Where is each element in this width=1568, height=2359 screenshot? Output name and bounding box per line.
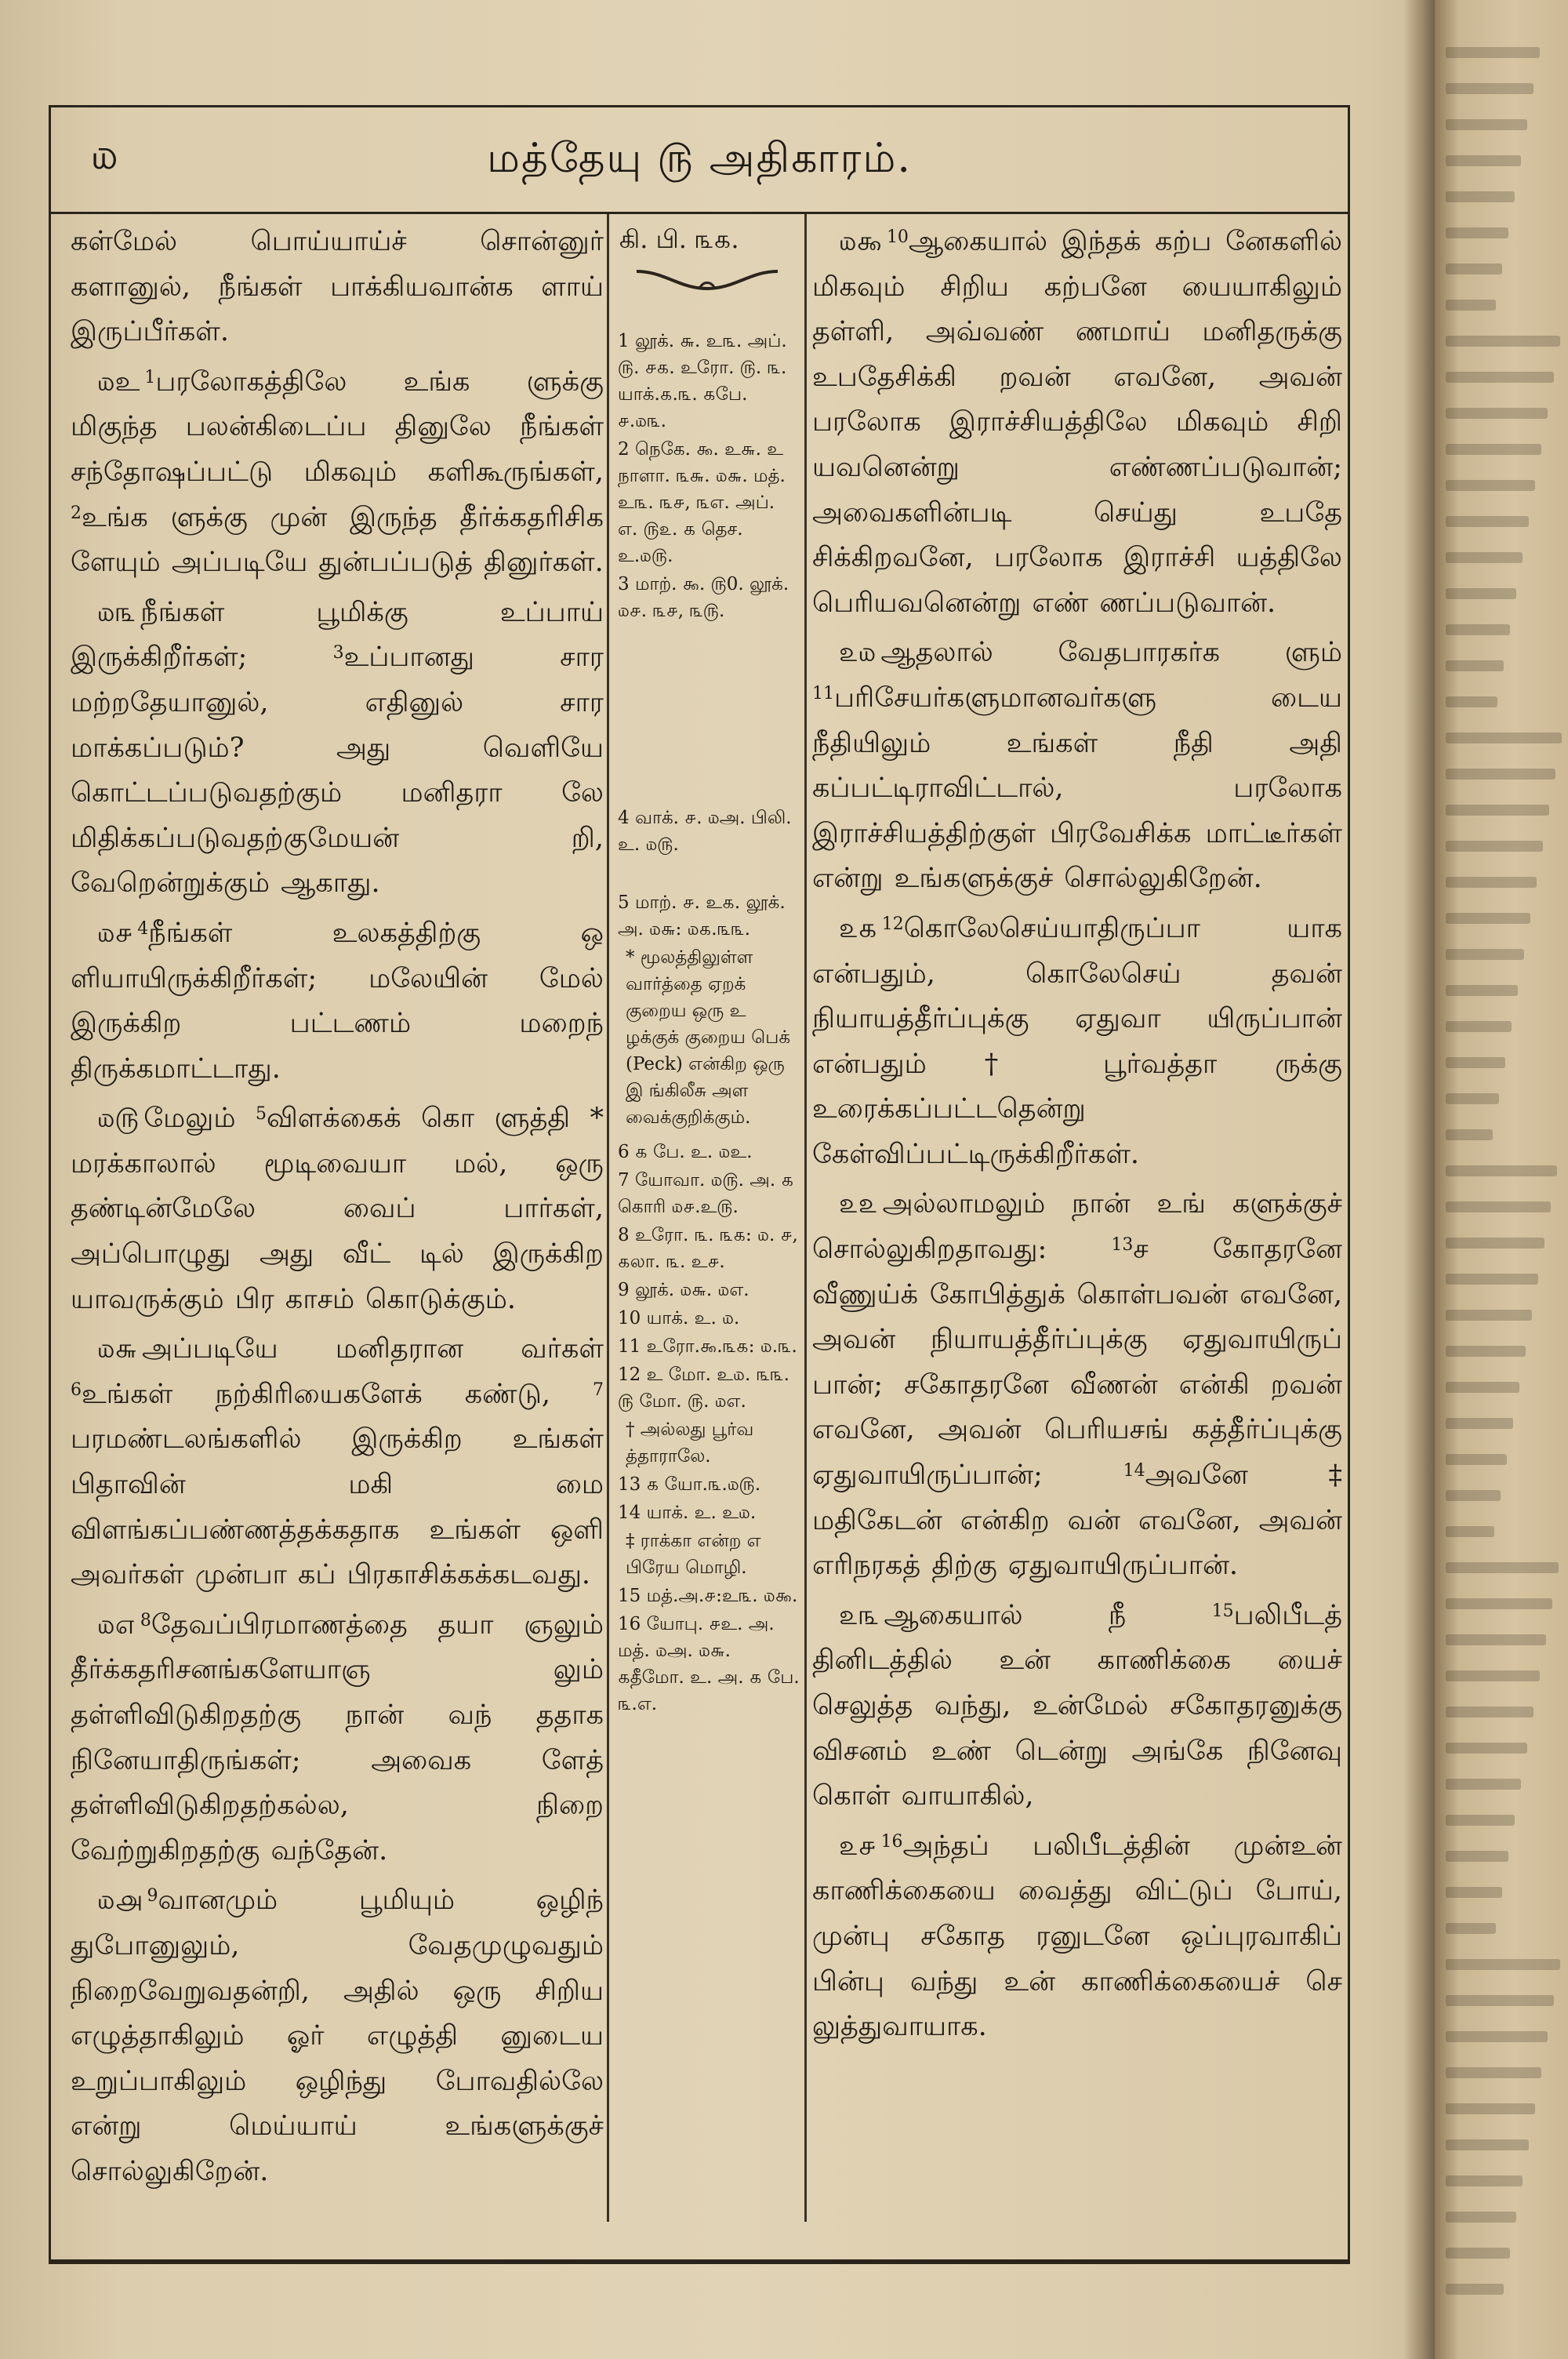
verse-number: ௰௮ — [97, 1885, 143, 1917]
adjacent-page-text-line — [1446, 2212, 1516, 2223]
adjacent-page-text-line — [1446, 1021, 1512, 1032]
verse-text: ஆதலால் வேதபாரகர்க ளும் $^{11}$பரிசேயர்களுமானவர்களு டைய நீதியிலும் உங்கள் நீதி அதி கப்பட்டிராவிட்டால், பரலோக இராச்சியத்திற்குள் பிரவேசிக்க மாட்டீர்கள் என்று உங்களுக்குச் சொல்லுகிறேன். — [812, 637, 1342, 895]
verse-number: ௰௬ — [97, 1333, 137, 1365]
reference-list — [615, 328, 800, 1717]
cross-reference: 6 ௧ பே. உ. ௰உ. — [618, 1142, 753, 1162]
chapter-title: மத்தேயு ௫ அதிகாரம். — [487, 135, 912, 182]
footnote: † அல்லது பூர்வ த்தாராலே. — [626, 1419, 754, 1467]
footnote: ‡ ராக்கா என்ற எ பிரேய மொழி. — [626, 1531, 761, 1578]
adjacent-page-text-line — [1446, 696, 1497, 707]
adjacent-page-text-line — [1446, 372, 1554, 383]
adjacent-page-text-line — [1446, 336, 1560, 347]
adjacent-page-text-line — [1446, 660, 1504, 671]
adjacent-page-text-line — [1446, 1274, 1538, 1285]
adjacent-page-text-line — [1446, 444, 1541, 455]
verse-paragraph — [812, 1182, 1342, 1588]
adjacent-page-text-line — [1446, 985, 1518, 996]
adjacent-page-text-line — [1446, 2248, 1510, 2259]
verse-text: $^{16}$அந்தப் பலிபீடத்தின் முன்உன் காணிக்கையை வைத்து விட்டுப் போய், முன்பு சகோத ரனுடனே ஒப்புரவாகிப் பின்பு வந்து உன் காணிக்கையைச் செ லுத்துவாயாக. — [812, 1830, 1342, 2043]
verse-text: அப்படியே மனிதரான வர்கள் $^6$உங்கள் நற்கிரியைகளேக் கண்டு, $^7$ பரமண்டலங்களில் இருக்கிற உங்கள் பிதாவின் மகி மை விளங்கப்பண்ணத்தக்கதாக உங்கள் ஒளி அவர்கள் முன்பா கப் பிரகாசிக்கக்கடவது. — [71, 1333, 604, 1591]
cross-reference: 11 உரோ.௯.௩௧: ௰.௩. — [618, 1336, 797, 1357]
cross-reference: 15 மத்.அ.௪:உ௩. ௰௯. — [618, 1586, 798, 1606]
adjacent-page-text-line — [1446, 2139, 1529, 2150]
verse-number: ௰௫ — [97, 1103, 140, 1135]
adjacent-page-text-line — [1446, 913, 1530, 924]
verse-number: ௰௩ — [97, 596, 136, 628]
verse-paragraph — [71, 220, 604, 355]
verse-text: $^8$தேவப்பிரமாணத்தை தயா ஞலும் தீர்க்கதரிசனங்களேயாஞ லும் தள்ளிவிடுகிறதற்கு நான் வந் ததாக நினேயாதிருங்கள்; அவைக ளேத் தள்ளிவிடுகிறதற்கல்ல, நிறை வேற்றுகிறதற்கு வந்தேன். — [71, 1608, 604, 1866]
verse-number: ௰உ — [97, 365, 140, 398]
ornament-icon — [633, 265, 782, 296]
year-heading: கி. பி. ௩௧. — [619, 224, 739, 254]
adjacent-page-text-line — [1446, 1670, 1540, 1681]
adjacent-page-text-line — [1446, 1634, 1546, 1645]
verse-paragraph — [71, 1878, 604, 2194]
column-divider-right — [804, 214, 807, 2222]
verse-paragraph — [812, 1594, 1342, 1819]
verse-number: ௰௭ — [97, 1608, 136, 1641]
adjacent-page-text-line — [1446, 805, 1549, 816]
adjacent-page-text-line — [1446, 769, 1555, 780]
verse-number: ௨௪ — [839, 1830, 877, 1862]
cross-reference: 9 லூக். ௰௬. ௰எ. — [618, 1280, 750, 1300]
cross-reference-column — [615, 220, 800, 1719]
verse-paragraph — [812, 907, 1342, 1178]
cross-reference: 5 மாற். ௪. உ௧. லூக். அ. ௰௬: ௰௧.௩௩. — [618, 892, 786, 940]
page-header — [49, 118, 1350, 204]
verse-number: ௰௪ — [97, 917, 133, 949]
adjacent-page-text-line — [1446, 1851, 1508, 1862]
cross-reference: 1 லூக். ௬. உ௩. அப். ௫. ௪௧. உரோ. ௫. ௩. யாக்.௧.௩. ௧பே. ௪.௰௩. — [618, 331, 787, 431]
footnote: * மூலத்திலுள்ள வார்த்தை ஏறக் குறைய ஒரு உ ழக்குக் குறைய பெக் (Peck) என்கிற ஒரு இ ங்கிலீசு அள வைக்குறிக்கும். — [626, 947, 791, 1128]
adjacent-page-text-line — [1446, 480, 1535, 491]
cross-reference: 2 நெகே. ௯. உ௬. உ நாளா. ௩௬. ௰௬. மத். உ௩. ௩௪, ௩எ. அப். எ. ௫௨. ௧ தெச. உ.௰௫. — [618, 439, 786, 566]
adjacent-page-text-line — [1446, 47, 1540, 58]
adjacent-page-text-line — [1446, 1057, 1505, 1068]
cross-reference: 8 உரோ. ௩. ௩௧: ௰. ௪, ௧லா. ௩. உ௪. — [618, 1225, 798, 1272]
adjacent-page-text-line — [1446, 2067, 1541, 2078]
adjacent-page-text-line — [1446, 516, 1529, 527]
adjacent-page-text-line — [1446, 2103, 1535, 2114]
adjacent-page-text-line — [1446, 2284, 1504, 2295]
cross-reference: 7 யோவா. ௰௫. அ. ௧ கொரி ௰௪.உ௫. — [618, 1170, 794, 1217]
adjacent-page-text-line — [1446, 1598, 1552, 1609]
adjacent-page-text-line — [1446, 191, 1515, 202]
cross-reference: 3 மாற். ௯. ௫0. லூக். ௰௪. ௩௪, ௩௫. — [618, 574, 789, 621]
cross-reference: 16 யோபு. ௪உ. அ. மத். ௰அ. ௰௬. ௧தீமோ. உ. அ. ௧ பே. ௩.எ. — [618, 1614, 800, 1714]
adjacent-page-text-line — [1446, 1454, 1507, 1465]
adjacent-page-text-line — [1446, 1346, 1526, 1357]
verse-paragraph — [71, 1327, 604, 1598]
verse-number: ௨௧ — [839, 912, 877, 944]
adjacent-page-text-line — [1446, 1129, 1493, 1140]
adjacent-page-text-line — [1446, 552, 1523, 563]
page-gutter-shadow — [1403, 0, 1435, 2359]
cross-reference: 10 யாக். உ. ௰. — [618, 1308, 740, 1329]
cross-reference: 4 வாக். ௪. ௰அ. பிலி. உ. ௰௫. — [618, 808, 792, 855]
adjacent-page-text-line — [1446, 1526, 1494, 1537]
adjacent-page-text-line — [1446, 300, 1496, 311]
adjacent-page-text-line — [1446, 408, 1548, 419]
verse-paragraph — [812, 1824, 1342, 2050]
verse-text: நீங்கள் பூமிக்கு உப்பாய் இருக்கிறீர்கள்; $^3$உப்பானது சார மற்றதேயானுல், எதினுல் சார மாக்கப்படும்? அது வெளியே கொட்டப்படுவதற்கும் மனிதரா லே மிதிக்கப்படுவதற்குமேயன் றி, வேறென்றுக்கும் ஆகாது. — [71, 596, 604, 900]
adjacent-page-text-line — [1446, 877, 1537, 888]
verse-paragraph — [71, 1603, 604, 1874]
adjacent-page-text-line — [1446, 1418, 1513, 1429]
verse-text: $^9$வானமும் பூமியும் ஒழிந் துபோனுலும், வேதமுழுவதும் நிறைவேறுவதன்றி, அதில் ஒரு சிறிய எழுத்தாகிலும் ஓர் எழுத்தி னுடைய உறுப்பாகிலும் ஒழிந்து போவதில்லே என்று மெய்யாய் உங்களுக்குச் சொல்லுகிறேன். — [71, 1885, 604, 2187]
adjacent-page-text-line — [1446, 841, 1543, 852]
cross-reference: 12 உ மோ. உ௰. ௩௩. ௫ மோ. ௫. ௰எ. — [618, 1365, 789, 1412]
verse-paragraph — [71, 911, 604, 1092]
verse-number: ௨௰ — [839, 637, 877, 669]
adjacent-page-text-line — [1446, 1779, 1521, 1790]
verse-text: $^{10}$ஆகையால் இந்தக் கற்ப னேகளில் மிகவும் சிறிய கற்பனே யையாகிலும் தள்ளி, அவ்வண் ணமாய் மனிதருக்கு உபதேசிக்கி றவன் எவனே, அவன் பரலோக இராச்சியத்திலே மிகவும் சிறி யவனென்று எண்ணப்படுவான்; அவைகளின்படி செய்து உபதே சிக்கிறவனே, பரலோக இராச்சி யத்திலே பெரியவனென்று எண் ணப்படுவான். — [812, 226, 1342, 619]
adjacent-page-text-line — [1446, 1490, 1501, 1501]
adjacent-page-text-line — [1446, 1959, 1560, 1970]
header-rule — [49, 212, 1350, 214]
adjacent-page-text-line — [1446, 624, 1510, 635]
adjacent-page-text-line — [1446, 119, 1527, 130]
verse-text: கள்மேல் பொய்யாய்ச் சொன்னுர் களானுல், நீங்கள் பாக்கியவான்க ளாய் இருப்பீர்கள். — [71, 226, 604, 348]
adjacent-page-text-line — [1446, 732, 1562, 743]
verse-paragraph — [71, 360, 604, 586]
adjacent-page-text-line — [1446, 155, 1521, 166]
adjacent-page-text-line — [1446, 83, 1534, 94]
column-divider-left — [607, 214, 609, 2222]
adjacent-page-text-line — [1446, 227, 1508, 238]
verse-text: $^{12}$கொலேசெய்யாதிருப்பா யாக என்பதும், கொலேசெய் தவன் நியாயத்தீர்ப்புக்கு ஏதுவா யிருப்பான் என்பதும் † பூர்வத்தா ருக்கு உரைக்கப்பட்டதென்று கேள்விப்பட்டிருக்கிறீர்கள். — [812, 912, 1342, 1170]
verse-paragraph — [71, 591, 604, 907]
adjacent-page-text-line — [1446, 1923, 1496, 1934]
verse-text: $^4$நீங்கள் உலகத்திற்கு ஒ ளியாயிருக்கிறீர்கள்; மலேயின் மேல் இருக்கிற பட்டணம் மறைந் திருக்கமாட்டாது. — [71, 917, 604, 1085]
adjacent-page-text-line — [1446, 1201, 1551, 1212]
verse-number: ௨௨ — [839, 1188, 878, 1220]
adjacent-page-text-line — [1446, 1310, 1532, 1321]
verse-text: ஆகையால் நீ $^{15}$பலிபீடத் தினிடத்தில் உன் காணிக்கை யைச் செலுத்த வந்து, உன்மேல் சகோதரனுக்கு விசனம் உண் டென்று அங்கே நினேவு கொள் வாயாகில், — [812, 1599, 1342, 1812]
adjacent-page-edge — [1435, 0, 1568, 2359]
adjacent-page-text-line — [1446, 1743, 1527, 1754]
adjacent-page-text-line — [1446, 1815, 1515, 1826]
footer-rule — [49, 2262, 1350, 2264]
verse-text: மேலும் $^5$விளக்கைக் கொ ளுத்தி * மரக்காலால் மூடிவையா மல், ஒரு தண்டின்மேலே வைப் பார்கள், அப்பொழுது அது வீட் டில் இருக்கிற யாவருக்கும் பிர காசம் கொடுக்கும். — [71, 1103, 604, 1315]
verse-number: ௨௩ — [839, 1599, 880, 1631]
verse-text: $^1$பரலோகத்திலே உங்க ளுக்கு மிகுந்த பலன்கிடைப்ப தினுலே நீங்கள் சந்தோஷப்பட்டு மிகவும் களிகூருங்கள், $^2$உங்க ளுக்கு முன் இருந்த தீர்க்கதரிசிக ளேயும் அப்படியே துன்பப்படுத் தினுர்கள். — [71, 365, 604, 579]
right-text-column — [812, 220, 1342, 2055]
adjacent-page-text-line — [1446, 949, 1524, 960]
adjacent-page-text-line — [1446, 1238, 1544, 1249]
adjacent-page-text-line — [1446, 1707, 1534, 1717]
page-number: ௰ — [91, 129, 118, 179]
verse-paragraph — [812, 631, 1342, 902]
verse-text: அல்லாமலும் நான் உங் களுக்குச் சொல்லுகிறதாவது: $^{13}$ச கோதரனே வீணுய்க் கோபித்துக் கொள்பவன் எவனே, அவன் நியாயத்தீர்ப்புக்கு ஏதுவாயிருப் பான்; சகோதரனே வீணன் என்கி றவன் எவனே, அவன் பெரியசங் கத்தீர்ப்புக்கு ஏதுவாயிருப்பான்; $^{14}$அவனே ‡ மதிகேடன் என்கிற வன் எவனே, அவன் எரிநரகத் திற்கு ஏதுவாயிருப்பான். — [812, 1188, 1343, 1582]
verse-paragraph — [812, 220, 1342, 626]
adjacent-page-text-line — [1446, 264, 1502, 274]
adjacent-page-text-line — [1446, 1887, 1502, 1898]
adjacent-page-text-line — [1446, 1093, 1499, 1104]
adjacent-page-text-line — [1446, 588, 1516, 599]
adjacent-page-text-line — [1446, 1995, 1554, 2006]
verse-number: ௰௯ — [839, 226, 882, 257]
adjacent-page-text-line — [1446, 2031, 1548, 2042]
cross-reference: 13 ௧ யோ.௩.௰௫. — [618, 1474, 761, 1495]
adjacent-page-text-line — [1446, 1562, 1559, 1573]
verse-paragraph — [71, 1096, 604, 1322]
adjacent-page-text-line — [1446, 1165, 1557, 1176]
adjacent-page-text-line — [1446, 1382, 1519, 1393]
adjacent-page-text-line — [1446, 2175, 1523, 2186]
cross-reference: 14 யாக். உ. உ௰. — [618, 1503, 757, 1523]
left-text-column — [71, 220, 604, 2200]
